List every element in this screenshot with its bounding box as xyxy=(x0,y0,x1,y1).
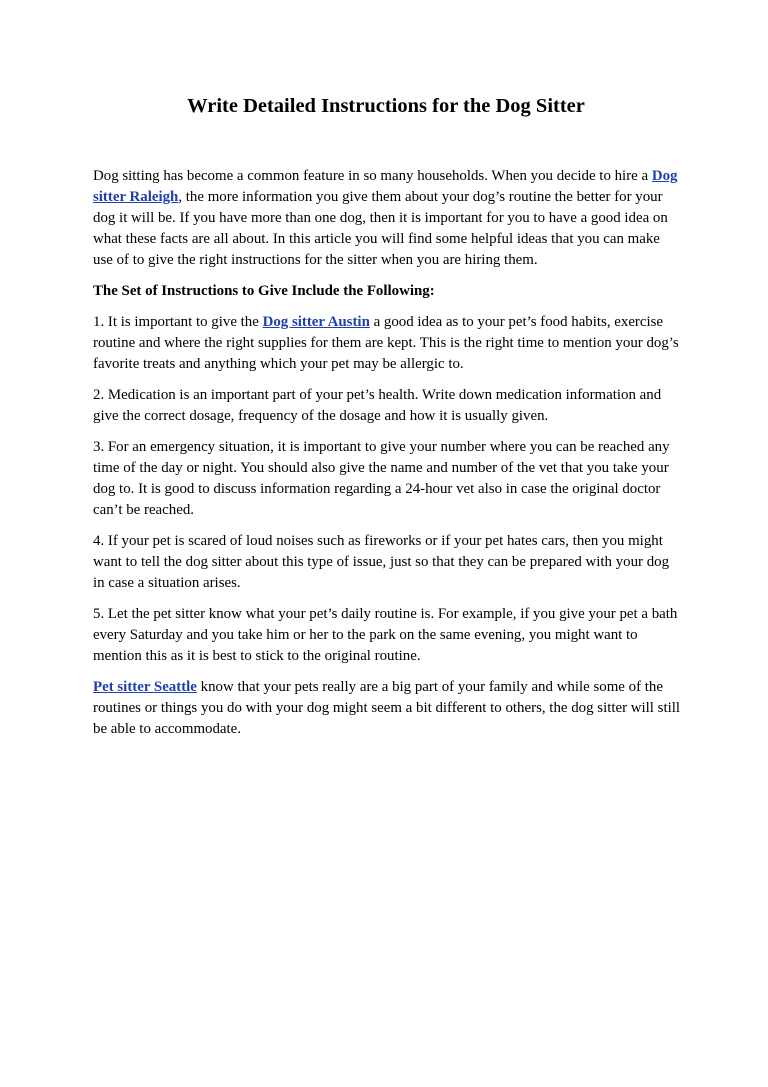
item1-text-start: 1. It is important to give the xyxy=(93,314,263,330)
instruction-item-2: 2. Medication is an important part of your pet’s health. Write down medication information and give the correct dosage, frequency of the dosage and how it is usually given. xyxy=(93,387,662,424)
dog-sitter-raleigh-link[interactable]: Dog sitter Raleigh xyxy=(93,168,678,205)
dog-sitter-austin-link[interactable]: Dog sitter Austin xyxy=(262,314,370,330)
intro-text-end: , the more information you give them about your dog’s routine the better for your dog it will be. If you have more than one dog, then it is important for you to have a good idea on what these facts are all about. In this article you will find some helpful ideas that you can make use of to give the right instructions for the sitter when you are hiring them. xyxy=(93,189,668,268)
intro-paragraph xyxy=(93,166,683,271)
instruction-item-1 xyxy=(93,312,683,375)
item1-text-end: a good idea as to your pet’s food habits, exercise routine and where the right supplies for them are kept. This is the right time to mention your dog’s favorite treats and anything which your pet may be allergic to. xyxy=(93,314,679,372)
instruction-item-4: 4. If your pet is scared of loud noises such as fireworks or if your pet hates cars, then you might want to tell the dog sitter about this type of issue, just so that they can be prepared with your dog in case a situation arises. xyxy=(93,533,670,591)
instructions-heading: The Set of Instructions to Give Include the Following: xyxy=(93,283,435,299)
closing-text: know that your pets really are a big part of your family and while some of the routines or things you do with your dog might seem a bit different to others, the dog sitter will still be able to accommodate. xyxy=(93,679,681,737)
document-title: Write Detailed Instructions for the Dog Sitter xyxy=(187,95,585,117)
document-page xyxy=(93,92,683,740)
pet-sitter-seattle-link[interactable]: Pet sitter Seattle xyxy=(93,679,197,695)
closing-paragraph xyxy=(93,677,683,740)
instruction-item-5: 5. Let the pet sitter know what your pet’s daily routine is. For example, if you give your pet a bath every Saturday and you take him or her to the park on the same evening, you might want to mention this as it is best to stick to the original routine. xyxy=(93,606,678,664)
instruction-item-3: 3. For an emergency situation, it is important to give your number where you can be reached any time of the day or night. You should also give the name and number of the vet that you take your dog to. It is good to discuss information regarding a 24-hour vet also in case the original doctor can’t be reached. xyxy=(93,439,670,518)
intro-text-start: Dog sitting has become a common feature in so many households. When you decide to hire a xyxy=(93,168,652,184)
